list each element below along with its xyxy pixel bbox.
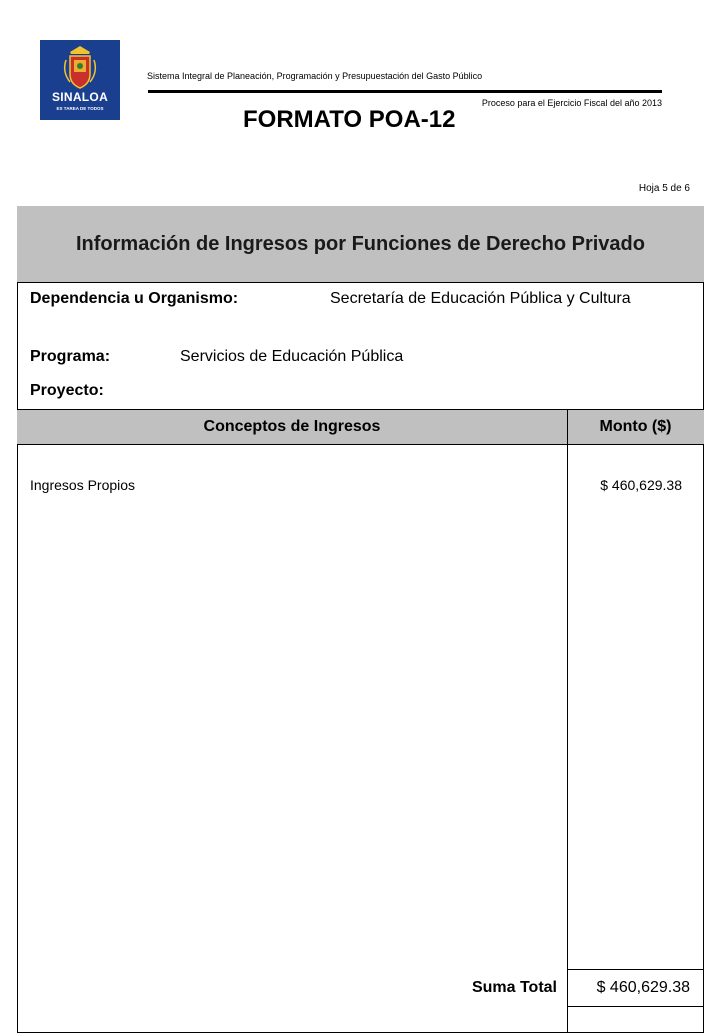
column-divider <box>567 409 568 1033</box>
dependencia-value: Secretaría de Educación Pública y Cultura <box>330 290 631 307</box>
total-amount: $ 460,629.38 <box>596 979 690 996</box>
sinaloa-logo <box>40 40 120 120</box>
proyecto-label: Proyecto: <box>30 382 104 399</box>
format-title: FORMATO POA-12 <box>243 106 456 133</box>
programa-value: Servicios de Educación Pública <box>180 348 404 365</box>
logo-slogan: ES TAREA DE TODOS <box>56 106 104 111</box>
column-header-amount: Monto ($) <box>599 418 672 435</box>
header-divider <box>148 90 662 93</box>
fiscal-process-text: Proceso para el Ejercicio Fiscal del año 2013 <box>481 98 662 108</box>
table-row-concept: Ingresos Propios <box>30 477 136 493</box>
column-header-concepts: Conceptos de Ingresos <box>203 418 381 435</box>
logo-name: SINALOA <box>51 90 109 104</box>
programa-label: Programa: <box>30 348 111 365</box>
sheet-number: Hoja 5 de 6 <box>638 183 690 194</box>
table-row-amount: $ 460,629.38 <box>600 477 682 493</box>
system-title: Sistema Integral de Planeación, Programación y Presupuestación del Gasto Público <box>147 71 483 81</box>
total-label: Suma Total <box>471 979 557 996</box>
table-header <box>17 409 704 445</box>
form-title: Información de Ingresos por Funciones de Derecho Privado <box>17 206 704 283</box>
form-frame <box>17 206 704 1033</box>
dependencia-label: Dependencia u Organismo: <box>30 290 239 307</box>
